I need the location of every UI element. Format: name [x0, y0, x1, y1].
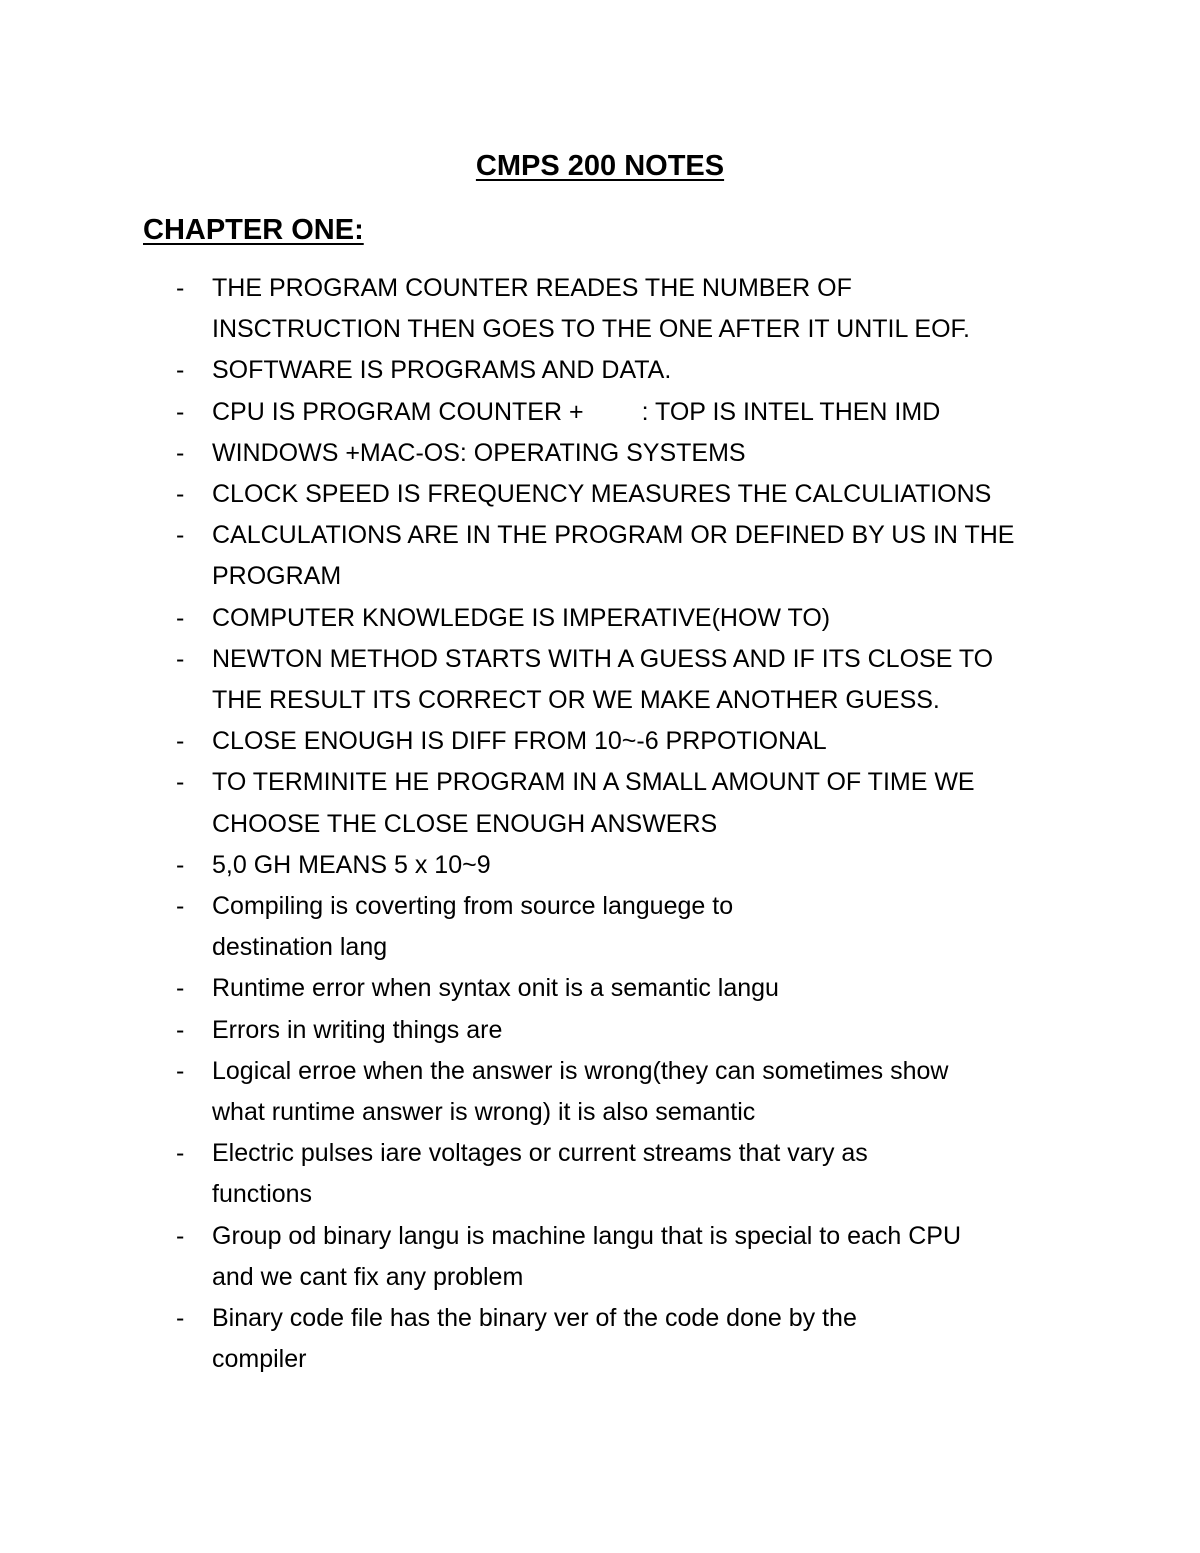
- note-item: [0, 1133, 1200, 1215]
- note-line: Group od binary langu is machine langu that is special to each CPU: [212, 1221, 962, 1250]
- note-item: [0, 474, 1200, 515]
- note-line: CLOSE ENOUGH IS DIFF FROM 10~-6 PRPOTIONAL: [212, 727, 827, 756]
- note-item: [0, 1216, 1200, 1298]
- note-line: Compiling is coverting from source languege to: [212, 892, 734, 921]
- note-item: [0, 350, 1200, 391]
- note-item: [0, 392, 1200, 433]
- note-line: what runtime answer is wrong) it is also semantic: [212, 1098, 756, 1127]
- bullet-dash: -: [176, 397, 185, 426]
- bullet-dash: -: [176, 644, 185, 673]
- notes-list: [0, 268, 1200, 1380]
- bullet-dash: -: [176, 603, 185, 632]
- bullet-dash: -: [176, 768, 185, 797]
- note-line: functions: [212, 1180, 313, 1209]
- note-line: TO TERMINITE HE PROGRAM IN A SMALL AMOUNT OF TIME WE: [212, 768, 975, 797]
- note-item: [0, 268, 1200, 350]
- note-line: INSCTRUCTION THEN GOES TO THE ONE AFTER IT UNTIL EOF.: [212, 315, 970, 344]
- note-item: [0, 639, 1200, 721]
- bullet-dash: -: [176, 438, 185, 467]
- note-line: Logical erroe when the answer is wrong(they can sometimes show: [212, 1056, 949, 1085]
- bullet-dash: -: [176, 356, 185, 385]
- note-line: compiler: [212, 1345, 307, 1374]
- note-item: [0, 598, 1200, 639]
- note-item: [0, 515, 1200, 597]
- note-item: [0, 1298, 1200, 1380]
- note-line: Binary code file has the binary ver of the code done by the: [212, 1304, 857, 1333]
- note-item: [0, 1051, 1200, 1133]
- bullet-dash: -: [176, 1139, 185, 1168]
- note-line: Errors in writing things are: [212, 1015, 503, 1044]
- note-item: [0, 762, 1200, 844]
- document-title-text: CMPS 200 NOTES: [475, 150, 725, 182]
- note-line: and we cant fix any problem: [212, 1262, 524, 1291]
- note-line: destination lang: [212, 933, 388, 962]
- note-line: NEWTON METHOD STARTS WITH A GUESS AND IF ITS CLOSE TO: [212, 644, 994, 673]
- bullet-dash: -: [176, 727, 185, 756]
- note-item: [0, 845, 1200, 886]
- document-title: [0, 148, 1200, 184]
- note-item: [0, 968, 1200, 1009]
- note-line: CLOCK SPEED IS FREQUENCY MEASURES THE CALCULIATIONS: [212, 480, 992, 509]
- note-line: Runtime error when syntax onit is a semantic langu: [212, 974, 779, 1003]
- note-line: [212, 392, 1080, 433]
- note-line: CHOOSE THE CLOSE ENOUGH ANSWERS: [212, 809, 718, 838]
- chapter-heading: CHAPTER ONE:: [143, 214, 364, 246]
- bullet-dash: -: [176, 850, 185, 879]
- bullet-dash: -: [176, 521, 185, 550]
- note-line-part: CPU IS PROGRAM COUNTER +: [212, 397, 584, 426]
- bullet-dash: -: [176, 1015, 185, 1044]
- note-line: 5,0 GH MEANS 5 x 10~9: [212, 850, 491, 879]
- note-item: [0, 433, 1200, 474]
- note-line: THE RESULT ITS CORRECT OR WE MAKE ANOTHER GUESS.: [212, 686, 940, 715]
- bullet-dash: -: [176, 480, 185, 509]
- note-line: SOFTWARE IS PROGRAMS AND DATA.: [212, 356, 672, 385]
- note-line-part: : TOP IS INTEL THEN IMD: [641, 397, 941, 426]
- note-line: CALCULATIONS ARE IN THE PROGRAM OR DEFINED BY US IN THE: [212, 521, 1015, 550]
- note-line: PROGRAM: [212, 562, 342, 591]
- note-item: [0, 721, 1200, 762]
- bullet-dash: -: [176, 1221, 185, 1250]
- bullet-dash: -: [176, 892, 185, 921]
- note-item: [0, 1010, 1200, 1051]
- note-line: COMPUTER KNOWLEDGE IS IMPERATIVE(HOW TO): [212, 603, 831, 632]
- note-item: [0, 886, 1200, 968]
- bullet-dash: -: [176, 274, 185, 302]
- bullet-dash: -: [176, 1056, 185, 1085]
- note-line: Electric pulses iare voltages or current streams that vary as: [212, 1139, 868, 1168]
- note-line: WINDOWS +MAC-OS: OPERATING SYSTEMS: [212, 438, 746, 467]
- bullet-dash: -: [176, 1304, 185, 1333]
- bullet-dash: -: [176, 974, 185, 1003]
- note-line: THE PROGRAM COUNTER READES THE NUMBER OF: [212, 274, 852, 302]
